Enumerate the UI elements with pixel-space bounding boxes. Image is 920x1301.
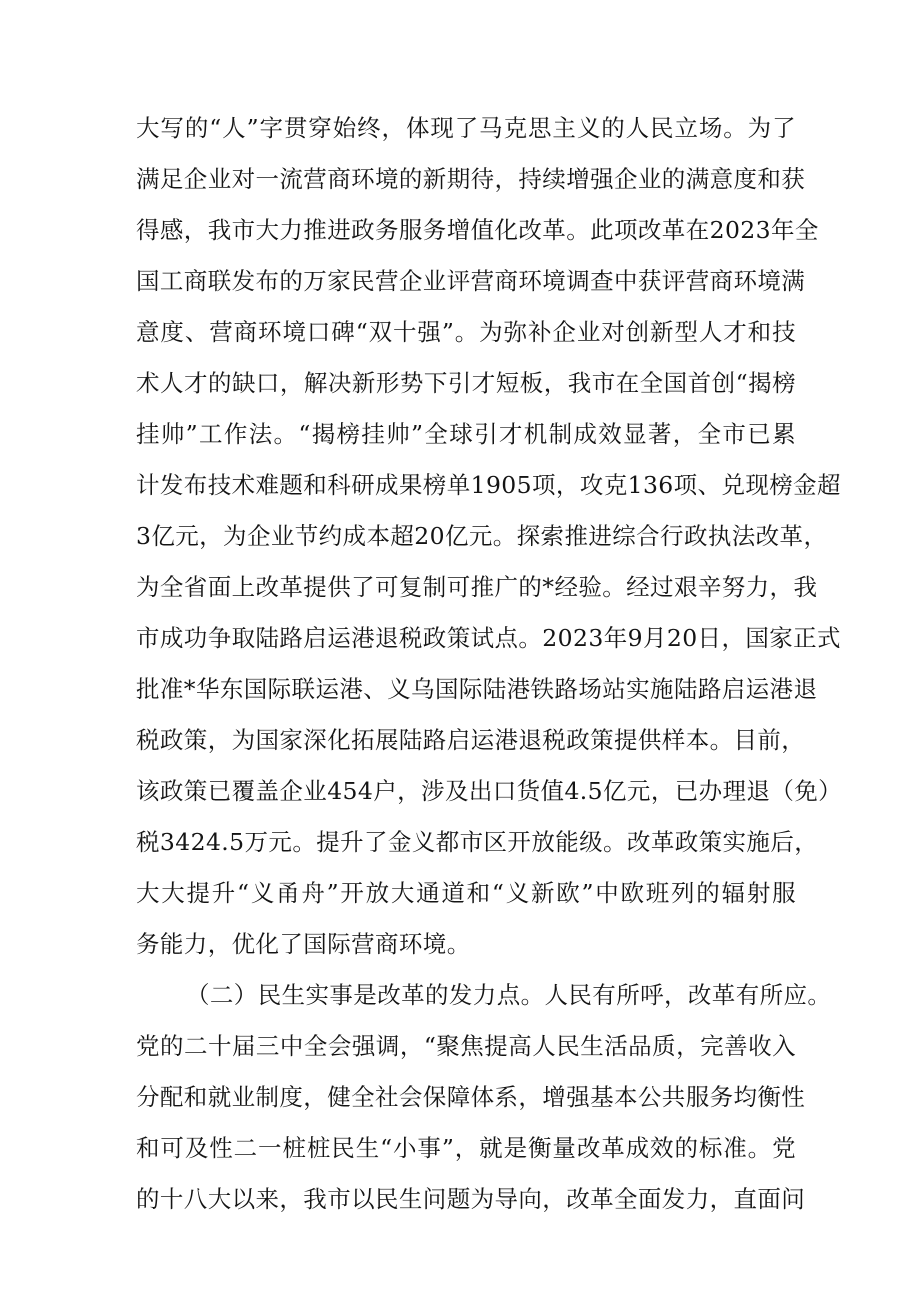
text-line: 国工商联发布的万家民营企业评营商环境调查中获评营商环境满: [136, 267, 806, 295]
text-line: 税3424.5万元。提升了金义都市区开放能级。改革政策实施后，: [136, 828, 819, 856]
text-line: 批准*华东国际联运港、义乌国际陆港铁路场站实施陆路启运港退: [136, 675, 818, 703]
text-line: 税政策，为国家深化拓展陆路启运港退税政策提供样本。目前，: [136, 726, 806, 754]
text-line: 务能力，优化了国际营商环境。: [136, 930, 471, 958]
text-line: 意度、营商环境口碑“双十强”。为弥补企业对创新型人才和技: [136, 318, 796, 346]
text-line: 和可及性二一桩桩民生“小事”，就是衡量改革成效的标准。党: [136, 1134, 796, 1162]
text-line: 得感，我市大力推进政务服务增值化改革。此项改革在2023年全: [136, 216, 819, 244]
text-line: 大写的“人”字贯穿始终，体现了马克思主义的人民立场。为了: [136, 114, 796, 142]
text-line: 满足企业对一流营商环境的新期待，持续增强企业的满意度和获: [136, 165, 806, 193]
text-line: 该政策已覆盖企业454户，涉及出口货值4.5亿元，已办理退（免）: [136, 777, 843, 805]
text-line: 计发布技术难题和科研成果榜单1905项，攻克136项、兑现榜金超: [136, 471, 841, 499]
text-line: 为全省面上改革提供了可复制可推广的*经验。经过艰辛努力，我: [136, 573, 818, 601]
text-line: 术人才的缺口，解决新形势下引才短板，我市在全国首创“揭榜: [136, 369, 796, 397]
text-line: 市成功争取陆路启运港退税政策试点。2023年9月20日，国家正式: [136, 624, 841, 652]
text-line: 大大提升“义甬舟”开放大通道和“义新欧”中欧班列的辐射服: [136, 879, 796, 907]
text-line: 挂帅”工作法。“揭榜挂帅”全球引才机制成效显著，全市已累: [136, 420, 796, 448]
text-line: 3亿元，为企业节约成本超20亿元。探索推进综合行政执法改革，: [136, 522, 828, 550]
section-heading-line: （二）民生实事是改革的发力点。人民有所呼，改革有所应。: [186, 981, 832, 1009]
text-line: 的十八大以来，我市以民生问题为导向，改革全面发力，直面问: [136, 1185, 806, 1213]
text-line: 党的二十届三中全会强调，“聚焦提高人民生活品质，完善收入: [136, 1032, 796, 1060]
text-line: 分配和就业制度，健全社会保障体系，增强基本公共服务均衡性: [136, 1083, 806, 1111]
